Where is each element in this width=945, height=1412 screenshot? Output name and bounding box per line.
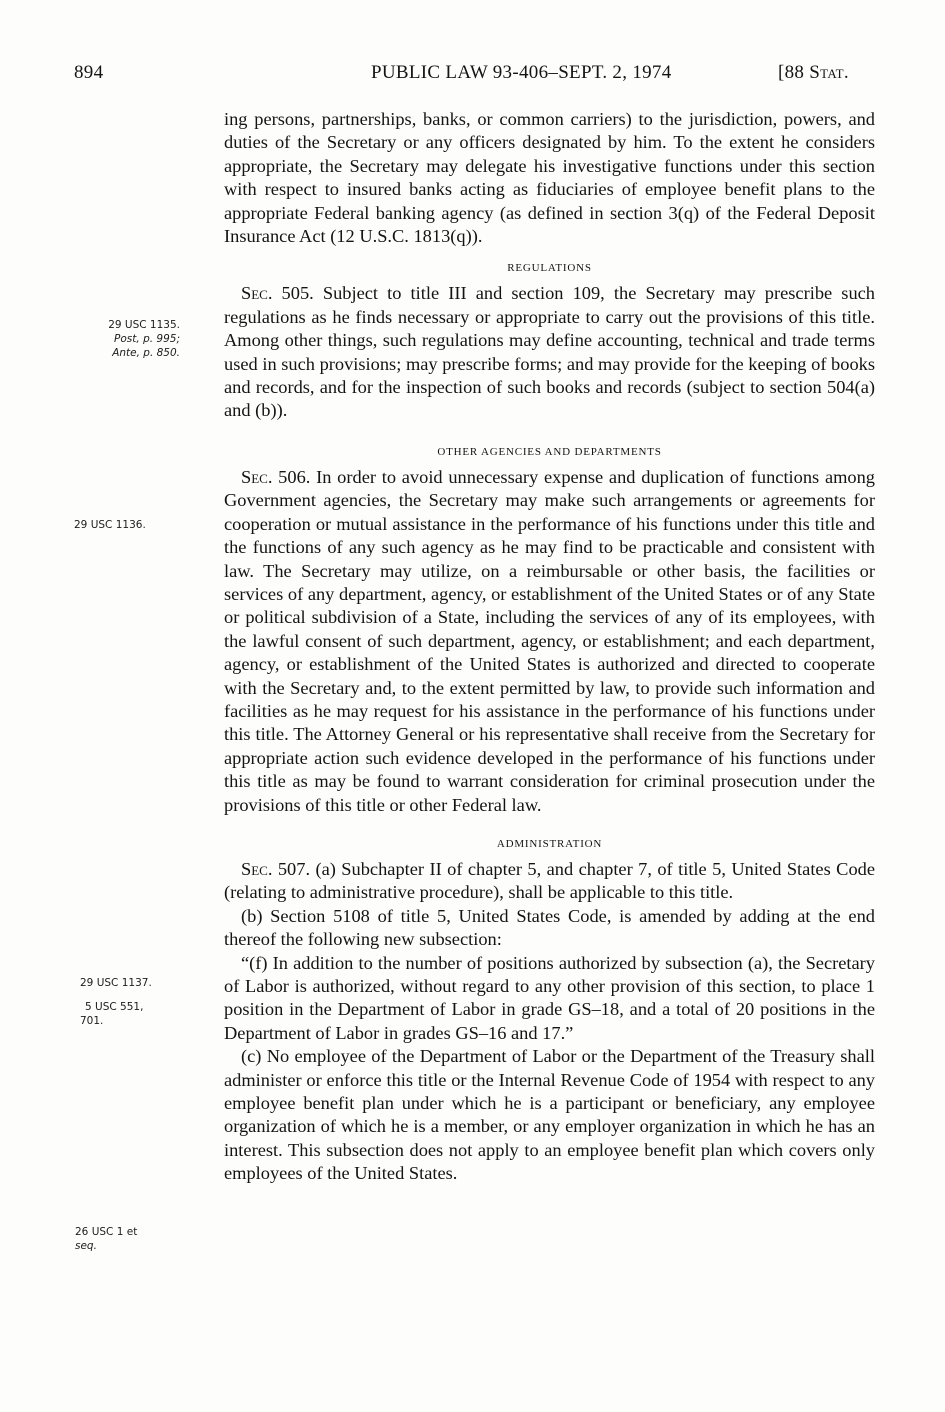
section-label: Sec. 507. [241, 858, 311, 879]
section-text: (a) Subchapter II of chapter 5, and chapter 7, of title 5, United States Code (relating to administrative procedure), shall be applicable to this title. [224, 858, 875, 903]
running-title: PUBLIC LAW 93-406–SEPT. 2, 1974 [371, 62, 672, 83]
margin-note-sec-505 [60, 318, 180, 360]
margin-note-sec-506 [74, 518, 194, 532]
section-label: Sec. 506. [241, 466, 311, 487]
section-507f-paragraph: “(f) In addition to the number of positions authorized by subsection (a), the Secretary of Labor is authorized, without regard to any other provision of this section, to place 1 position in the Department of Labor in grade GS–18, and a total of 20 positions in the Department of Labor in grades GS–16 and 17.” [224, 952, 875, 1043]
margin-note-sec-507 [80, 976, 200, 990]
section-text: Subject to title III and section 109, the Secretary may prescribe such regulations as he finds necessary or appropriate to carry out the provisions of this title. Among other things, such regulations may define accounting, technical and trade terms used in such provisions; may prescribe forms; and may provide for the keeping of books and records, and for the inspection of such books and records (subject to section 504(a) and (b)). [224, 283, 876, 421]
section-506-paragraph [224, 466, 875, 817]
body-text [224, 108, 875, 1186]
margin-note-line: 29 USC 1137. [80, 977, 152, 989]
stat-label: Stat. [809, 62, 849, 83]
heading-regulations: REGULATIONS [507, 262, 592, 275]
continuation-paragraph: ing persons, partnerships, banks, or common carriers) to the jurisdiction, powers, and duties of the Secretary or any officers designated by him. To the extent he considers appropriate, the Secretary may delegate his investigative functions under this section with respect to insured banks acting as fiduciaries of employee benefit plans to the appropriate Federal banking agency (as defined in section 3(q) of the Federal Deposit Insurance Act (12 U.S.C. 1813(q)). [224, 109, 875, 247]
stat-bracket: [88 [778, 62, 810, 83]
heading-other-agencies: OTHER AGENCIES AND DEPARTMENTS [437, 445, 662, 458]
margin-note-line: 29 USC 1135. [108, 319, 180, 331]
statute-reference [778, 62, 849, 84]
margin-notes [0, 0, 200, 1412]
margin-note-line: seq. [75, 1240, 97, 1252]
margin-note-title-5 [80, 1000, 200, 1028]
section-label: Sec. 505. [241, 283, 314, 304]
page-number: 894 [74, 62, 104, 83]
margin-note-line: Post, p. 995; [114, 333, 180, 345]
section-text: In order to avoid unnecessary expense and duplication of functions among Government agencies, the Secretary may make such arrangements or agreements for cooperation or mutual assistance in the performance of his functions under this title and the functions of any such agency as he may find to be practicable and consistent with law. The Secretary may utilize, on a reimbursable or other basis, the facilities or services of any department, agency, or establishment of the United States or of any State or political subdivision of a State, including the services of any of its employees, with the lawful consent of such department, agency, or establishment; and each department, agency, or establishment of the United States is authorized and directed to cooperate with the Secretary and, to the extent permitted by law, to provide such information and facilities as he may request for his assistance in the performance of his functions under this title. The Attorney General or his representative shall receive from the Secretary for appropriate action such evidence developed in the performance of his functions under this title as may be found to warrant consideration for criminal prosecution under the provisions of this title or other Federal law. [224, 466, 876, 815]
section-507c-paragraph: (c) No employee of the Department of Labor or the Department of the Treasury shall administer or enforce this title or the Internal Revenue Code of 1954 with respect to any employee benefit plan under which he is a participant or beneficiary, any employee organization of which he is a member, or any employer organization in which he has an interest. This subsection does not apply to an employee benefit plan which covers only employees of the United States. [224, 1046, 875, 1184]
margin-note-line: 29 USC 1136. [74, 519, 146, 531]
section-505-paragraph [224, 282, 875, 422]
section-507a-paragraph [224, 858, 875, 905]
margin-note-title-26 [75, 1225, 195, 1253]
section-507b-paragraph: (b) Section 5108 of title 5, United States Code, is amended by adding at the end thereof the following new subsection: [224, 905, 875, 950]
margin-note-line: 5 USC 551, [85, 1001, 144, 1013]
margin-note-line: Ante, p. 850. [112, 347, 180, 359]
margin-note-line: 26 USC 1 et [75, 1226, 138, 1238]
heading-administration: ADMINISTRATION [496, 837, 603, 850]
margin-note-line: 701. [80, 1015, 104, 1027]
